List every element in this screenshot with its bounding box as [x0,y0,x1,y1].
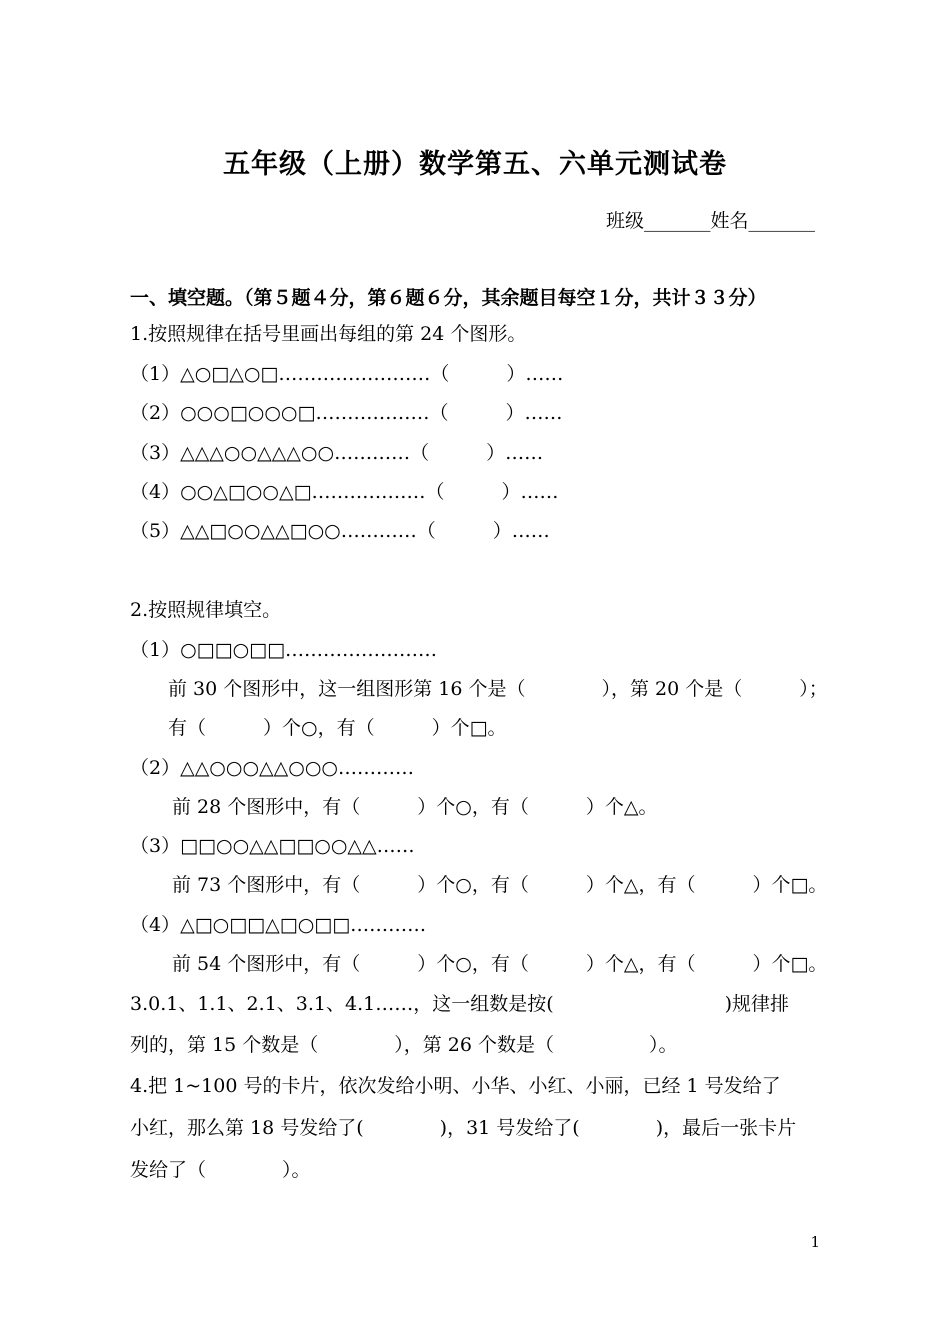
question-1-item: （1）△○□△○□……………………（ ）…… [130,363,564,385]
question-2-text: 有（ ）个○，有（ ）个□。 [168,717,507,739]
question-2-pattern: （3）□□○○△△□□○○△△…… [130,835,415,857]
question-4-line: 发给了（ ）。 [130,1159,311,1181]
question-3-line: 列的，第 15 个数是（ ），第 26 个数是（ ）。 [130,1034,678,1056]
question-3-line: 3.0.1、1.1、2.1、3.1、4.1……，这一组数是按( )规律排 [130,993,790,1015]
question-1-item: （4）○○△□○○△□………………（ ）…… [130,481,559,503]
page-title: 五年级（上册）数学第五、六单元测试卷 [223,149,727,180]
question-1-item: （2）○○○□○○○□………………（ ）…… [130,402,563,424]
question-2-text: 前 28 个图形中，有（ ）个○，有（ ）个△。 [172,796,658,818]
question-4-line: 4.把 1~100 号的卡片，依次发给小明、小华、小红、小丽，已经 1 号发给了 [130,1075,781,1097]
question-1-prompt: 1.按照规律在括号里画出每组的第 24 个图形。 [130,323,527,345]
question-1-item: （3）△△△○○△△△○○…………（ ）…… [130,442,544,464]
page-number: 1 [810,1233,820,1251]
question-2-prompt: 2.按照规律填空。 [130,599,282,621]
class-name-fields: 班级_______姓名_______ [605,210,815,232]
question-2-text: 前 30 个图形中，这一组图形第 16 个是（ ），第 20 个是（ ）； [168,678,828,700]
question-2-text: 前 54 个图形中，有（ ）个○，有（ ）个△，有（ ）个□。 [172,953,828,975]
question-2-text: 前 73 个图形中，有（ ）个○，有（ ）个△，有（ ）个□。 [172,874,828,896]
question-4-line: 小红，那么第 18 号发给了( )，31 号发给了( )，最后一张卡片 [130,1117,797,1139]
question-2-pattern: （4）△□○□□△□○□□………… [130,914,427,936]
question-2-pattern: （2）△△○○○△△○○○………… [130,757,415,779]
question-1-item: （5）△△□○○△△□○○…………（ ）…… [130,520,550,542]
section-heading: 一、填空题。（第５题４分，第６题６分，其余题目每空１分，共计３３分） [130,287,767,309]
question-2-pattern: （1）○□□○□□…………………… [130,639,438,661]
